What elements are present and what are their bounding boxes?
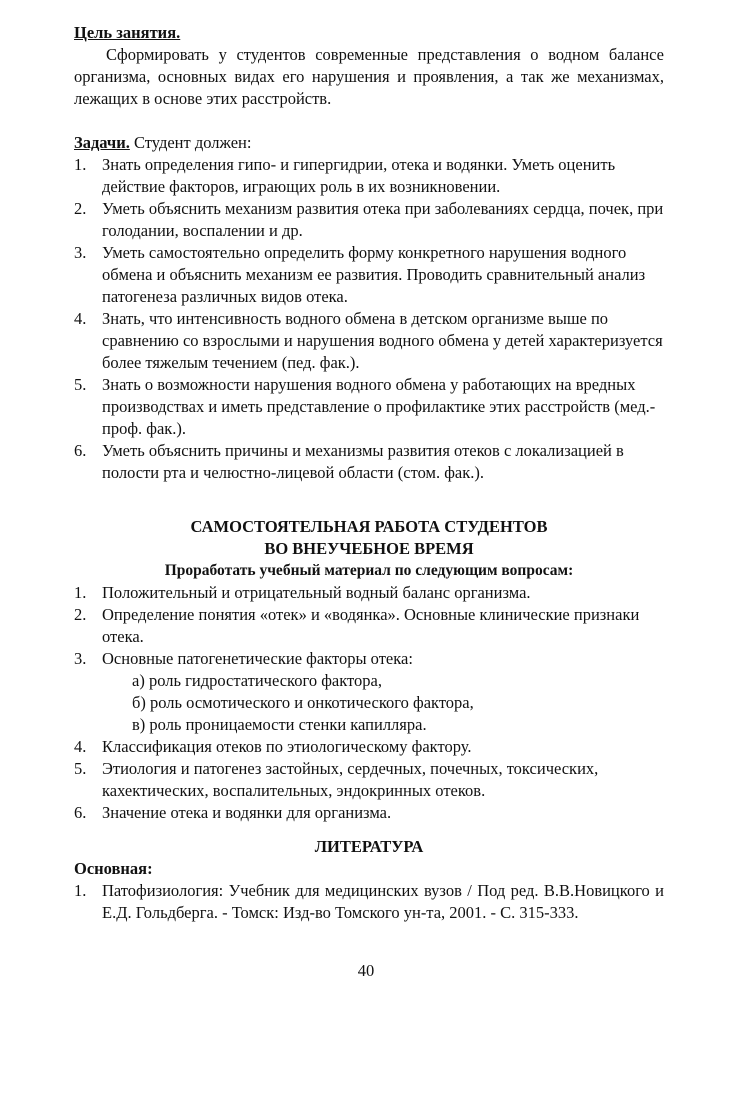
literature-main-heading: Основная: xyxy=(74,859,153,878)
list-item: 5. Знать о возможности нарушения водного обмена у работающих на вредных производствах и иметь представление о профилактике этих расстройств (мед.-проф. фак.). xyxy=(74,375,656,438)
literature-list xyxy=(74,880,664,924)
selfwork-list xyxy=(74,582,664,824)
sub-item: б) роль осмотического и онкотического фактора, xyxy=(132,693,474,712)
literature-title: ЛИТЕРАТУРА xyxy=(314,837,424,856)
list-item: 1. Знать определения гипо- и гипергидрии, отека и водянки. Уметь оценить действие факторов, играющих роль в их возникновении. xyxy=(74,155,616,196)
list-item: 1. Патофизиология: Учебник для медицинских вузов / Под ред. В.В.Новицкого и Е.Д. Гольдберга. - Томск: Изд-во Томского ун-та, 2001. - С. 315-333. xyxy=(74,881,664,922)
list-item: 6. Значение отека и водянки для организма. xyxy=(74,803,392,822)
list-item: 1. Положительный и отрицательный водный баланс организма. xyxy=(74,583,531,602)
sub-item: а) роль гидростатического фактора, xyxy=(132,671,382,690)
list-item: 5. Этиология и патогенез застойных, сердечных, почечных, токсических, кахектических, воспалительных, эндокринных отеков. xyxy=(74,759,599,800)
list-item: 3. Уметь самостоятельно определить форму конкретного нарушения водного обмена и объяснить механизм ее развития. Проводить сравнительный анализ патогенеза различных видов отека. xyxy=(74,243,646,306)
goal-heading: Цель занятия. xyxy=(74,23,181,42)
literature-section xyxy=(74,836,664,924)
selfwork-section xyxy=(74,516,664,824)
sub-item: в) роль проницаемости стенки капилляра. xyxy=(132,715,427,734)
tasks-list xyxy=(74,154,664,484)
list-item: 6. Уметь объяснить причины и механизмы развития отеков с локализацией в полости рта и челюстно-лицевой области (стом. фак.). xyxy=(74,441,624,482)
selfwork-title-2: ВО ВНЕУЧЕБНОЕ ВРЕМЯ xyxy=(264,539,474,558)
list-item: 4. Знать, что интенсивность водного обмена в детском организме выше по сравнению со взрослыми и нарушения водного обмена у детей характеризуется более тяжелым течением (пед. фак.). xyxy=(74,309,663,372)
list-item: 2. Определение понятия «отек» и «водянка». Основные клинические признаки отека. xyxy=(74,605,640,646)
list-item: 4. Классификация отеков по этиологическому фактору. xyxy=(74,737,472,756)
tasks-section xyxy=(74,132,664,484)
tasks-intro: Студент должен: xyxy=(133,133,252,152)
tasks-heading: Задачи. xyxy=(74,133,130,152)
selfwork-title-1: САМОСТОЯТЕЛЬНАЯ РАБОТА СТУДЕНТОВ xyxy=(190,517,548,536)
goal-section xyxy=(74,22,664,110)
selfwork-subtitle: Проработать учебный материал по следующим вопросам: xyxy=(164,562,574,579)
goal-text: Сформировать у студентов современные представления о водном балансе организма, основных видах его нарушения и проявления, а так же механизмах, лежащих в основе этих расстройств. xyxy=(74,45,664,108)
list-item: 3. Основные патогенетические факторы отека: xyxy=(74,649,413,668)
list-item: 2. Уметь объяснить механизм развития отека при заболеваниях сердца, почек, при голодании, воспалении и др. xyxy=(74,199,664,240)
page-number: 40 xyxy=(357,961,375,980)
